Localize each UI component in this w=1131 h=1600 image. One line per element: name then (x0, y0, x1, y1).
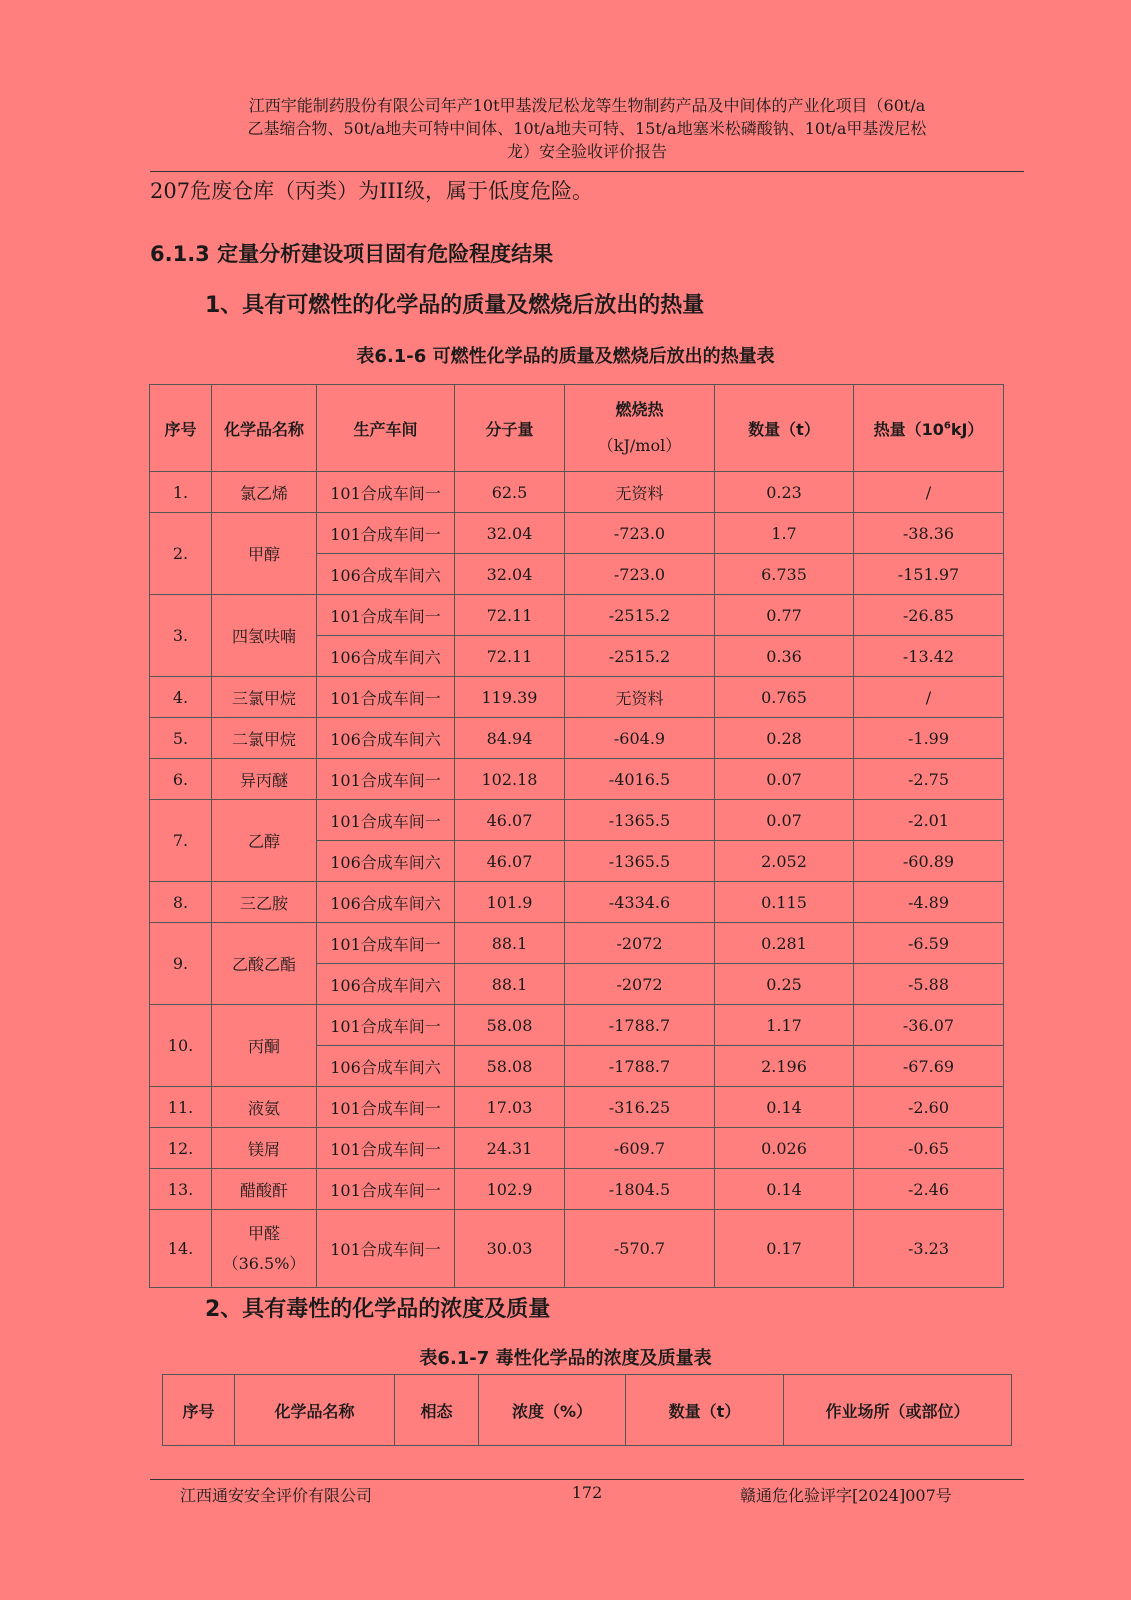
header-chemical-name: 化学品名称 (212, 385, 317, 472)
cell-workshop: 106合成车间六 (317, 718, 455, 759)
cell-seq: 2. (150, 513, 212, 595)
chemical-name-line1: 甲醛 (247, 1223, 280, 1243)
cell-combustion-heat: -1788.7 (565, 1046, 715, 1087)
cell-heat: / (854, 472, 1004, 513)
cell-seq: 11. (150, 1087, 212, 1128)
toxic-chemicals-table (162, 1374, 1012, 1446)
cell-seq: 14. (150, 1210, 212, 1288)
table2-caption: 表6.1-7 毒性化学品的浓度及质量表 (419, 1348, 712, 1369)
t2-header-quantity: 数量（t） (626, 1375, 784, 1446)
cell-combustion-heat: -4016.5 (565, 759, 715, 800)
cell-molecular-weight: 24.31 (455, 1128, 565, 1169)
cell-chemical-name: 异丙醚 (212, 759, 317, 800)
t2-header-phase: 相态 (395, 1375, 479, 1446)
cell-chemical-name: 三氯甲烷 (212, 677, 317, 718)
cell-quantity: 0.026 (715, 1128, 854, 1169)
cell-workshop: 101合成车间一 (317, 923, 455, 964)
cell-combustion-heat: -609.7 (565, 1128, 715, 1169)
cell-combustion-heat: -2515.2 (565, 595, 715, 636)
cell-molecular-weight: 72.11 (455, 636, 565, 677)
cell-combustion-heat: 无资料 (565, 677, 715, 718)
cell-heat: -2.60 (854, 1087, 1004, 1128)
cell-chemical-name: 三乙胺 (212, 882, 317, 923)
page-header (150, 94, 1024, 163)
cell-combustion-heat: -1365.5 (565, 841, 715, 882)
cell-heat: -6.59 (854, 923, 1004, 964)
cell-workshop: 106合成车间六 (317, 964, 455, 1005)
cell-molecular-weight: 30.03 (455, 1210, 565, 1288)
header-line-1: 江西宇能制药股份有限公司年产10t甲基泼尼松龙等生物制药产品及中间体的产业化项目（60t/a (248, 96, 926, 115)
cell-combustion-heat: -2072 (565, 923, 715, 964)
cell-chemical-name: 四氢呋喃 (212, 595, 317, 677)
cell-heat: -4.89 (854, 882, 1004, 923)
cell-molecular-weight: 58.08 (455, 1046, 565, 1087)
table-row (150, 882, 1004, 923)
cell-quantity: 0.115 (715, 882, 854, 923)
cell-chemical-name: 氯乙烯 (212, 472, 317, 513)
cell-heat: -60.89 (854, 841, 1004, 882)
table-row (150, 759, 1004, 800)
cell-quantity: 1.7 (715, 513, 854, 554)
table-row (150, 513, 1004, 554)
table-row (150, 800, 1004, 841)
cell-chemical-name: 乙酸乙酯 (212, 923, 317, 1005)
cell-heat: -3.23 (854, 1210, 1004, 1288)
cell-heat: -13.42 (854, 636, 1004, 677)
cell-molecular-weight: 46.07 (455, 841, 565, 882)
cell-chemical-name: 液氨 (212, 1087, 317, 1128)
cell-seq: 12. (150, 1128, 212, 1169)
cell-seq: 9. (150, 923, 212, 1005)
cell-combustion-heat: -1788.7 (565, 1005, 715, 1046)
table-row (150, 472, 1004, 513)
cell-quantity: 0.14 (715, 1169, 854, 1210)
cell-combustion-heat: -1365.5 (565, 800, 715, 841)
cell-combustion-heat: -570.7 (565, 1210, 715, 1288)
cell-molecular-weight: 119.39 (455, 677, 565, 718)
footer-page-number: 172 (571, 1483, 603, 1502)
footer-company: 江西通安安全评价有限公司 (180, 1486, 373, 1505)
cell-heat: -2.01 (854, 800, 1004, 841)
cell-quantity: 1.17 (715, 1005, 854, 1046)
cell-workshop: 101合成车间一 (317, 800, 455, 841)
header-combustion-line1: 燃烧热 (615, 400, 664, 419)
section-title: 6.1.3 定量分析建设项目固有危险程度结果 (150, 242, 554, 266)
cell-quantity: 0.25 (715, 964, 854, 1005)
cell-molecular-weight: 102.9 (455, 1169, 565, 1210)
cell-chemical-name: 二氯甲烷 (212, 718, 317, 759)
cell-quantity: 0.765 (715, 677, 854, 718)
header-line-3: 龙）安全验收评价报告 (506, 142, 667, 161)
cell-quantity: 2.196 (715, 1046, 854, 1087)
cell-molecular-weight: 46.07 (455, 800, 565, 841)
footer-document-number: 赣通危化验评字[2024]007号 (740, 1486, 952, 1505)
cell-combustion-heat: -316.25 (565, 1087, 715, 1128)
cell-workshop: 101合成车间一 (317, 513, 455, 554)
cell-molecular-weight: 62.5 (455, 472, 565, 513)
cell-workshop: 101合成车间一 (317, 472, 455, 513)
chemical-name-line2: （36.5%） (222, 1253, 306, 1273)
table-row (150, 1128, 1004, 1169)
t2-header-chemical-name: 化学品名称 (235, 1375, 395, 1446)
cell-heat: -38.36 (854, 513, 1004, 554)
cell-chemical-name: 丙酮 (212, 1005, 317, 1087)
cell-quantity: 0.281 (715, 923, 854, 964)
cell-heat: -0.65 (854, 1128, 1004, 1169)
cell-combustion-heat: -2515.2 (565, 636, 715, 677)
cell-workshop: 106合成车间六 (317, 636, 455, 677)
cell-quantity: 6.735 (715, 554, 854, 595)
cell-quantity: 0.36 (715, 636, 854, 677)
cell-heat: -151.97 (854, 554, 1004, 595)
flammable-chemicals-table (149, 384, 1004, 1288)
header-workshop: 生产车间 (317, 385, 455, 472)
table1-header-row (150, 385, 1004, 472)
t2-header-concentration: 浓度（%） (479, 1375, 626, 1446)
table-row (150, 1005, 1004, 1046)
header-quantity: 数量（t） (715, 385, 854, 472)
cell-heat: -67.69 (854, 1046, 1004, 1087)
cell-combustion-heat: 无资料 (565, 472, 715, 513)
intro-text: 207危废仓库（丙类）为III级，属于低度危险。 (150, 179, 593, 203)
cell-quantity: 2.052 (715, 841, 854, 882)
cell-molecular-weight: 84.94 (455, 718, 565, 759)
header-molecular-weight: 分子量 (455, 385, 565, 472)
table-row (150, 1169, 1004, 1210)
cell-combustion-heat: -1804.5 (565, 1169, 715, 1210)
header-line-2: 乙基缩合物、50t/a地夫可特中间体、10t/a地夫可特、15t/a地塞米松磷酸钠、10t/a甲基泼尼松 (247, 119, 927, 138)
header-seq: 序号 (150, 385, 212, 472)
cell-heat: -26.85 (854, 595, 1004, 636)
cell-quantity: 0.17 (715, 1210, 854, 1288)
t2-header-seq: 序号 (163, 1375, 235, 1446)
header-combustion-line2: （kJ/mol） (597, 436, 682, 455)
cell-molecular-weight: 88.1 (455, 964, 565, 1005)
cell-quantity: 0.14 (715, 1087, 854, 1128)
cell-workshop: 106合成车间六 (317, 841, 455, 882)
table2-header-row (163, 1375, 1012, 1446)
footer-divider (150, 1479, 1024, 1480)
table-row (150, 677, 1004, 718)
table-row (150, 1087, 1004, 1128)
table-row (150, 718, 1004, 759)
cell-combustion-heat: -4334.6 (565, 882, 715, 923)
cell-workshop: 101合成车间一 (317, 1087, 455, 1128)
cell-molecular-weight: 58.08 (455, 1005, 565, 1046)
cell-chemical-name: 乙醇 (212, 800, 317, 882)
cell-seq: 10. (150, 1005, 212, 1087)
header-heat-pre: 热量（10 (873, 419, 944, 439)
cell-heat: -1.99 (854, 718, 1004, 759)
header-divider (150, 171, 1024, 172)
cell-seq: 5. (150, 718, 212, 759)
table-row (150, 595, 1004, 636)
cell-quantity: 0.77 (715, 595, 854, 636)
cell-combustion-heat: -723.0 (565, 554, 715, 595)
cell-quantity: 0.07 (715, 800, 854, 841)
cell-heat: -5.88 (854, 964, 1004, 1005)
cell-quantity: 0.07 (715, 759, 854, 800)
cell-workshop: 106合成车间六 (317, 554, 455, 595)
cell-heat: / (854, 677, 1004, 718)
header-heat-post: kJ） (950, 419, 984, 439)
cell-workshop: 101合成车间一 (317, 677, 455, 718)
cell-chemical-name: 甲醇 (212, 513, 317, 595)
subsection-title-flammable: 1、具有可燃性的化学品的质量及燃烧后放出的热量 (205, 293, 705, 318)
cell-workshop: 101合成车间一 (317, 1169, 455, 1210)
cell-heat: -2.75 (854, 759, 1004, 800)
cell-seq: 1. (150, 472, 212, 513)
cell-seq: 4. (150, 677, 212, 718)
table-row (150, 923, 1004, 964)
cell-molecular-weight: 72.11 (455, 595, 565, 636)
cell-molecular-weight: 17.03 (455, 1087, 565, 1128)
cell-seq: 13. (150, 1169, 212, 1210)
cell-quantity: 0.23 (715, 472, 854, 513)
subsection-title-toxic: 2、具有毒性的化学品的浓度及质量 (205, 1297, 551, 1322)
cell-workshop: 101合成车间一 (317, 1210, 455, 1288)
cell-combustion-heat: -723.0 (565, 513, 715, 554)
cell-molecular-weight: 101.9 (455, 882, 565, 923)
table-row (150, 1210, 1004, 1288)
header-combustion-heat (565, 385, 715, 472)
cell-workshop: 101合成车间一 (317, 595, 455, 636)
cell-workshop: 106合成车间六 (317, 882, 455, 923)
cell-workshop: 101合成车间一 (317, 759, 455, 800)
cell-chemical-name: 镁屑 (212, 1128, 317, 1169)
cell-combustion-heat: -2072 (565, 964, 715, 1005)
cell-workshop: 101合成车间一 (317, 1005, 455, 1046)
cell-quantity: 0.28 (715, 718, 854, 759)
cell-molecular-weight: 102.18 (455, 759, 565, 800)
cell-combustion-heat: -604.9 (565, 718, 715, 759)
header-heat-exponent: 6 (943, 420, 951, 432)
cell-seq: 3. (150, 595, 212, 677)
cell-molecular-weight: 32.04 (455, 554, 565, 595)
cell-workshop: 106合成车间六 (317, 1046, 455, 1087)
cell-heat: -36.07 (854, 1005, 1004, 1046)
cell-seq: 8. (150, 882, 212, 923)
cell-seq: 6. (150, 759, 212, 800)
t2-header-location: 作业场所（或部位） (784, 1375, 1012, 1446)
cell-heat: -2.46 (854, 1169, 1004, 1210)
cell-chemical-name (212, 1210, 317, 1288)
cell-seq: 7. (150, 800, 212, 882)
cell-workshop: 101合成车间一 (317, 1128, 455, 1169)
cell-chemical-name: 醋酸酐 (212, 1169, 317, 1210)
header-heat (854, 385, 1004, 472)
cell-molecular-weight: 32.04 (455, 513, 565, 554)
cell-molecular-weight: 88.1 (455, 923, 565, 964)
table1-caption: 表6.1-6 可燃性化学品的质量及燃烧后放出的热量表 (356, 346, 775, 367)
